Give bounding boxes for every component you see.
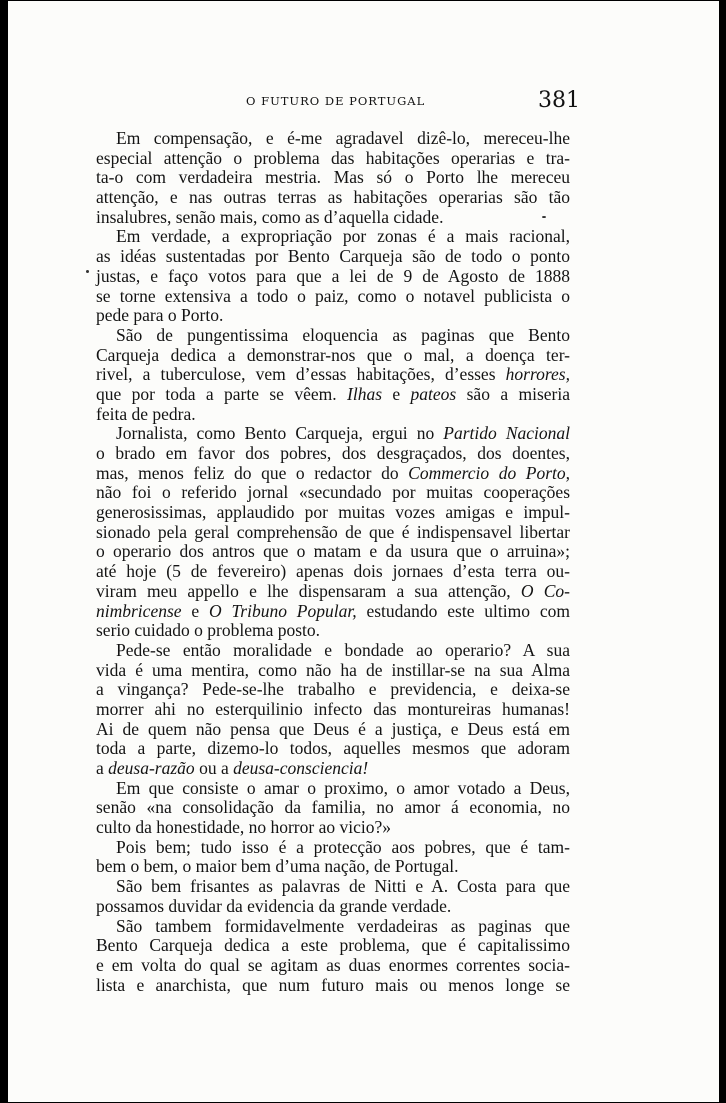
text-line: São de pungentissima eloquencia as paginas que Bento [116, 324, 570, 345]
text-line: culto da honestidade, no horror ao vicio?» [96, 817, 391, 838]
text-line: pede para o Porto. [96, 305, 224, 326]
text-line: a vingança? Pede-se-lhe trabalho e previdencia, e deixa-se [96, 679, 570, 700]
text-line: o operario dos antros que o matam e da usura que o arruina»; [96, 541, 570, 562]
page-header [0, 88, 726, 118]
text-line: vida é uma mentira, como não ha de instillar-se na sua Alma [96, 659, 570, 680]
text-line: sionado pela geral comprehensão de que é indispensavel libertar [96, 521, 570, 542]
text-line: possamos duvidar da evidencia da grande verdade. [96, 895, 452, 916]
text-line: a deusa-razão ou a deusa-consciencia! [96, 758, 369, 778]
text-line: bem o bem, o maior bem d’uma nação, de Portugal. [96, 856, 459, 877]
text-line: São bem frisantes as palavras de Nitti e A. Costa para que [116, 876, 570, 897]
page-speck [86, 270, 89, 273]
text-line: Em verdade, a expropriação por zonas é a mais racional, [116, 226, 570, 247]
text-line: ta-o com verdadeira mestria. Mas só o Porto lhe mereceu [96, 167, 570, 188]
text-line: Bento Carqueja dedica a este problema, que é capitalissimo [96, 935, 570, 956]
text-line: rivel, a tuberculose, vem d’essas habitações, d’esses horrores, [96, 364, 570, 385]
text-line: Em compensação, e é-me agradavel dizê-lo, mereceu-lhe [116, 128, 570, 148]
text-line: toda a parte, dizemo-lo todos, aquelles mesmos que adoram [96, 738, 570, 759]
text-line: que por toda a parte se vêem. Ilhas e pateos são a miseria [96, 383, 570, 404]
text-line: nimbricense e O Tribuno Popular, estudando este ultimo com [96, 600, 570, 621]
text-line: morrer ahi no esterquilinio infecto das montureiras humanas! [96, 698, 570, 719]
text-line: não foi o referido jornal «secundado por muitas cooperações [96, 482, 570, 503]
page-number: 381 [538, 88, 580, 113]
text-line: Pois bem; tudo isso é a protecção aos pobres, que é tam- [116, 836, 570, 857]
page-speck [542, 216, 546, 218]
body-text [96, 129, 570, 995]
text-line: justas, e faço votos para que a lei de 9 de Agosto de 1888 [96, 265, 570, 286]
running-title: O FUTURO DE PORTUGAL [246, 94, 426, 108]
text-line: Jornalista, como Bento Carqueja, ergui no Partido Nacional [116, 423, 570, 444]
text-line: Carqueja dedica a demonstrar-nos que o mal, a doença ter- [96, 344, 570, 365]
text-line: viram meu appello e lhe dispensaram a sua attenção, O Co- [96, 580, 571, 601]
text-line: senão «na consolidação da familia, no amor á economia, no [96, 797, 570, 818]
text-line: São tambem formidavelmente verdadeiras as paginas que [116, 915, 570, 936]
text-line: generosissimas, applaudido por muitas vozes amigas e impul- [96, 502, 570, 523]
text-line: se torne extensiva a todo o paiz, como o notavel publicista o [96, 285, 570, 306]
text-line: as idéas sustentadas por Bento Carqueja são de todo o ponto [96, 246, 570, 267]
text-line: serio cuidado o problema posto. [96, 620, 321, 641]
text-line: Ai de quem não pensa que Deus é a justiça, e Deus está em [96, 718, 570, 739]
text-line: feita de pedra. [96, 403, 196, 424]
text-line: Pede-se então moralidade e bondade ao operario? A sua [116, 639, 570, 660]
text-line: mas, menos feliz do que o redactor do Commercio do Porto, [96, 462, 570, 483]
text-line: lista e anarchista, que num futuro mais ou menos longe se [96, 974, 570, 995]
text-line: até hoje (5 de fevereiro) apenas dois jornaes d’esta terra ou- [96, 561, 570, 582]
text-line: o brado em favor dos pobres, dos desgraçados, dos doentes, [96, 443, 570, 463]
text-line: e em volta do qual se agitam as duas enormes correntes socia- [96, 954, 570, 975]
text-line: insalubres, senão mais, como as d’aquella cidade. [96, 206, 444, 227]
text-line: especial attenção o problema das habitações operarias e tra- [96, 147, 570, 168]
text-line: Em que consiste o amar o proximo, o amor votado a Deus, [116, 777, 570, 798]
text-line: attenção, e nas outras terras as habitações operarias são tão [96, 187, 570, 208]
